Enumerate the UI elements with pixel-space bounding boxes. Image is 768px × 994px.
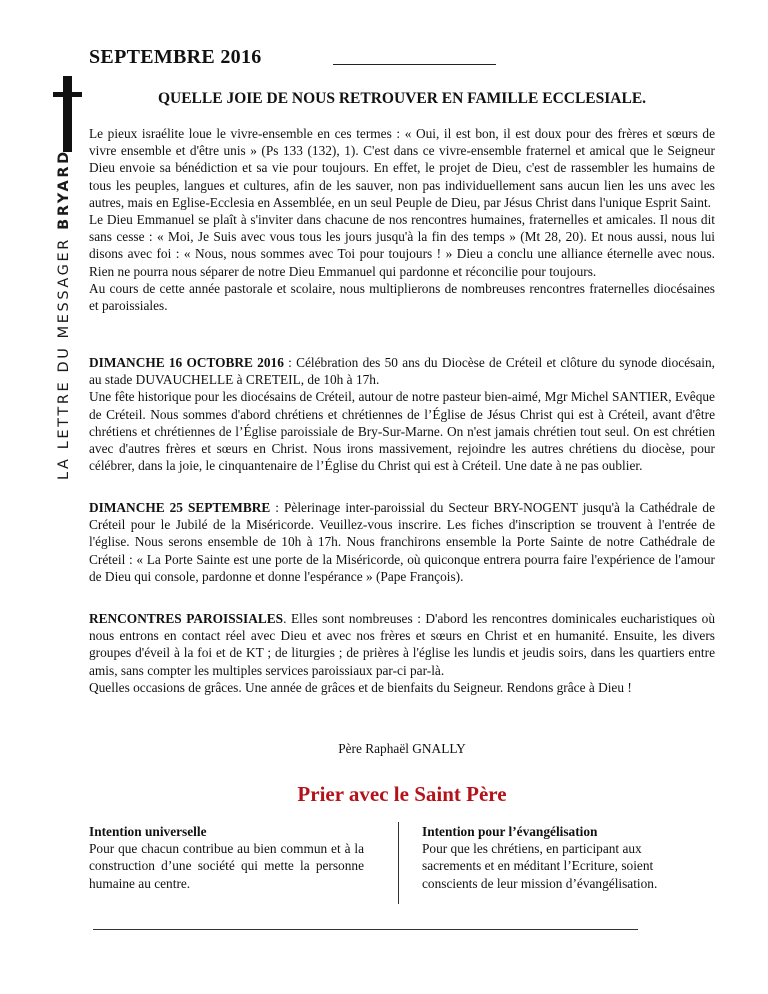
event-heading: DIMANCHE 16 OCTOBRE 2016 (89, 355, 284, 370)
event-lead (89, 354, 715, 388)
intro-paragraph: Le pieux israélite loue le vivre-ensemble en ces termes : « Oui, il est bon, il est doux pour des frères et sœurs de vivre ensemble et d'être unis » (Ps 133 (132), 1). C'est dans ce vivre-ensemble fraternel et amical que le Seigneur Dieu envoie sa bénédiction et sa vie pour toujours. En effet, le projet de Dieu, c'est de rassembler les humains de tous les peuples, langues et cultures, afin de les sauver, non pas individuellement sans aucun lien les uns avec les autres, mais en Eglise-Ecclesia en Assemblée, en un seul Peuple de Dieu, par Jésus Christ dans l'unique Esprit Saint. (89, 126, 715, 210)
intro-paragraph: Le Dieu Emmanuel se plaît à s'inviter dans chacune de nos rencontres humaines, fraternelles et amicales. Il nous dit sans cesse : « Moi, Je Suis avec vous tous les jours jusqu'à la fin des temps » (Mt 28, 20). Et nous aussi, nous lui disons avec foi : « Nous, nous sommes avec Toi pour toujours ! » Dieu a conclu une alliance éternelle avec nous. Rien ne pourra nous séparer de notre Dieu Emmanuel qui pardonne et réconcilie pour toujours. (89, 212, 715, 279)
parish-meetings (89, 610, 715, 696)
column-divider (398, 822, 399, 904)
newsletter-title-light: LA LETTRE DU MESSAGER (56, 229, 72, 480)
event-heading: DIMANCHE 25 SEPTEMBRE (89, 500, 271, 515)
article-title: QUELLE JOIE DE NOUS RETROUVER EN FAMILLE ECCLESIALE. (157, 90, 647, 107)
intention-text: Pour que chacun contribue au bien commun et à la construction d’une société qui mette la personne humaine au centre. (89, 841, 364, 891)
intention-heading: Intention pour l’évangélisation (422, 824, 598, 839)
meetings-paragraph (89, 610, 715, 679)
event-october-16 (89, 354, 715, 474)
author-signature: Père Raphaël GNALLY (338, 741, 466, 756)
event-september-25 (89, 499, 715, 585)
closing-paragraph: Quelles occasions de grâces. Une année de grâces et de bienfaits du Seigneur. Rendons grâce à Dieu ! (89, 679, 632, 695)
prayer-section-title: Prier avec le Saint Père (297, 782, 507, 806)
intro-paragraph: Au cours de cette année pastorale et scolaire, nous multiplierons de nombreuses rencontres fraternelles diocésaines et paroissiales. (89, 280, 715, 314)
header-rule (333, 64, 496, 65)
event-body: : Pèlerinage inter-paroissial du Secteur BRY-NOGENT jusqu'à la Cathédrale de Créteil pour le Jubilé de la Miséricorde. Veuillez-vous inscrire. Les fiches d'inscription se trouvent à l'entrée de l'église. Nous serons ensemble de 10h à 17h. Nous franchirons ensemble la Porte Sainte de notre Cathédrale de Créteil : « La Porte Sainte est une porte de la Miséricorde, où quiconque entrera pourra faire l'expérience de l'amour de Dieu qui console, pardonne et donne l'espérance » (Pape François). (89, 500, 715, 584)
article-intro (89, 125, 715, 314)
event-lead-text: : Célébration des 50 ans du Diocèse de Créteil et clôture du synode diocésain, au stade DUVAUCHELLE à CRETEIL, de 10h à 17h. (89, 355, 715, 388)
intention-evangelisation (422, 823, 702, 892)
intention-universal (89, 823, 364, 892)
meetings-heading: RENCONTRES PAROISSIALES (89, 611, 284, 626)
cross-icon-bar (53, 92, 82, 97)
cross-icon (63, 76, 72, 152)
event-paragraph (89, 499, 715, 585)
newsletter-title-bold: BRYARD (56, 149, 72, 230)
event-body: Une fête historique pour les diocésains de Créteil, autour de notre pasteur bien-aimé, Mgr Michel SANTIER, Evêque de Créteil. Nous sommes d'abord chrétiens et chrétiennes de l’Église de Jésus Christ qui est à Créteil, avant d'être chrétiens et chrétiennes de l’Église paroissiale de Bry-Sur-Marne. On n'est jamais chrétien tout seul. On est chrétien avec d'autres frères et sœurs en Christ. Nous irons massivement, rejoindre les autres chrétiens du diocèse, pour célébrer, dans la joie, le cinquantenaire de l’Église du Christ qui est à Créteil. Une date à ne pas oublier. (89, 389, 715, 474)
footer-rule (93, 929, 638, 930)
intention-text: Pour que les chrétiens, en participant aux sacrements et en méditant l’Ecriture, soient conscients de leur mission d’évangélisation. (422, 841, 658, 891)
issue-month: SEPTEMBRE 2016 (89, 46, 262, 68)
meetings-body: . Elles sont nombreuses : D'abord les rencontres dominicales eucharistiques où nous entrons en contact réel avec Dieu et avec nos frères et sœurs en Christ et en humanité. Ensuite, les divers groupes d'éveil à la foi et de KT ; de liturgies ; de prières à l'église les lundis et jeudis soirs, dans les quartiers entre amis, sans compter les multiples services paroissiaux par-ci par-là. (89, 611, 715, 678)
intention-heading: Intention universelle (89, 824, 207, 839)
newsletter-title (56, 149, 72, 480)
